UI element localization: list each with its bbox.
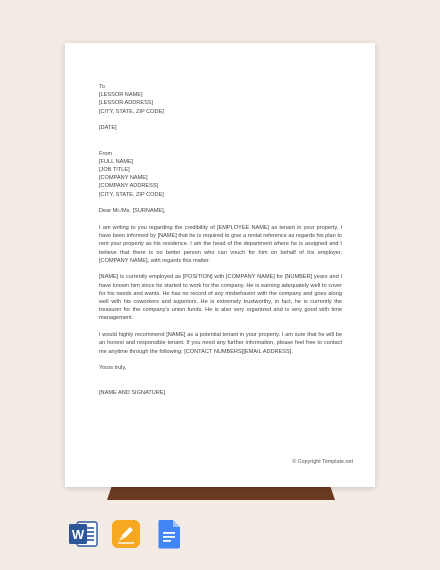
google-docs-icon[interactable] (153, 518, 185, 550)
letter-date: [DATE] (99, 125, 117, 132)
copyright-notice: © Copyright Template.net (292, 458, 353, 465)
pages-icon[interactable] (110, 518, 142, 550)
letter-document (65, 43, 375, 487)
format-icons (67, 518, 185, 550)
sender-block (99, 150, 342, 199)
lessor-city: [CITY, STATE, ZIP CODE] (99, 108, 164, 115)
word-icon[interactable] (67, 518, 99, 550)
body-paragraph-1: I am writing to you regarding the credibility of [EMPLOYEE NAME] as tenant in your property. I have been informed by [NAME] that he is required to give a rental reference as regards his plan to rent your property as his residence. I am the head of the department where he is assigned and I believe that there is no better person who can vouch for him on behalf of his employer, [COMPANY NAME], with regards this matter. (99, 224, 342, 264)
sender-city: [CITY, STATE, ZIP CODE] (99, 191, 164, 198)
closing: Yours truly, (99, 365, 127, 372)
lessor-address: [LESSOR ADDRESS] (99, 100, 154, 107)
sender-name: [FULL NAME] (99, 158, 134, 165)
salutation: Dear Mr./Ms. [SURNAME], (99, 208, 166, 215)
word-letter: W (71, 527, 85, 542)
body-paragraph-3: I would highly recommend [NAME] as a potential tenant in your property. I am sure that he will be an honest and responsible tenant. If you need any further information, please feel free to contact me anytime through the following: [CONTACT NUMBERS][EMAIL ADDRESS]. (99, 332, 342, 355)
sender-address: [COMPANY ADDRESS] (99, 183, 159, 190)
sender-company: [COMPANY NAME] (99, 175, 148, 182)
signature: [NAME AND SIGNATURE] (99, 390, 166, 397)
sender-title: [JOB TITLE] (99, 166, 130, 173)
from-label: From (99, 150, 113, 157)
recipient-block (99, 83, 342, 116)
lessor-name: [LESSOR NAME] (99, 92, 143, 99)
body-paragraph-2: [NAME] is currently employed as [POSITION] with [COMPANY NAME] for [NUMBER] years and I have known him since he started to work for the company. He is earning adequately well to cover for his needs and wants. He has no record of any misbehavior with the company and goes along well with his coworkers and superiors. He is extremely trustworthy, in fact, he is currently the treasurer for the company's union funds. He is also very organized and is very good with time management. (99, 274, 342, 322)
to-label: To (99, 84, 105, 90)
date-block (99, 124, 342, 132)
